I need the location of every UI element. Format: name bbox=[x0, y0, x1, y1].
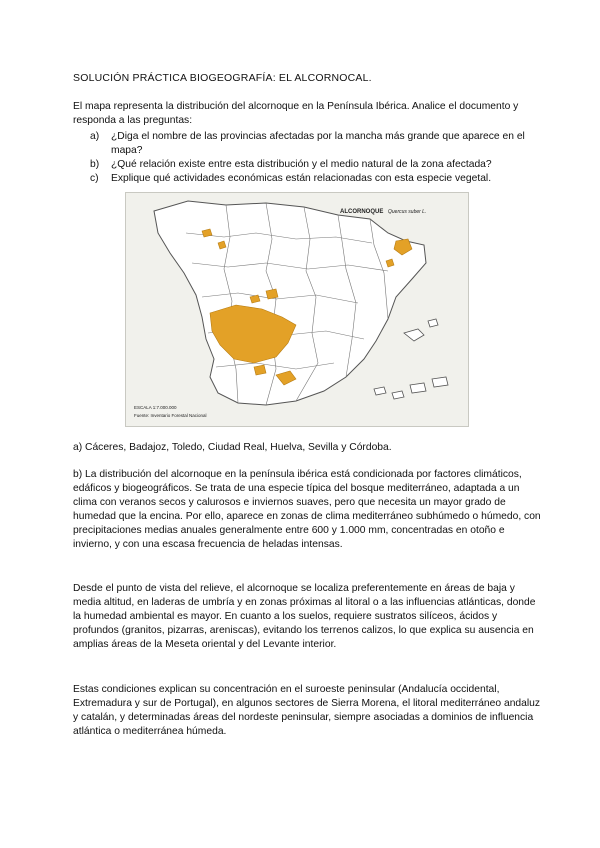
map-legend-title: ALCORNOQUE bbox=[340, 209, 384, 215]
map-source-text: Fuente: Inventario Forestal Nacional bbox=[134, 413, 207, 418]
map-scale-text: ESCALA 1:7.000.000 bbox=[134, 405, 177, 410]
map-legend-species: Quercus suber L. bbox=[388, 209, 427, 215]
question-label: b) bbox=[90, 159, 100, 170]
question-label: a) bbox=[90, 131, 100, 142]
question-list bbox=[73, 130, 541, 186]
distribution-map bbox=[125, 192, 469, 427]
question-text: ¿Qué relación existe entre esta distribución y el medio natural de la zona afectada? bbox=[111, 159, 492, 170]
answer-b: b) La distribución del alcornoque en la península ibérica está condicionada por factores climáticos, edáficos y biogeográficos. Se trata de una especie típica del bosque mediterráneo, adaptada a un clima con veranos secos y calurosos e inviernos suaves, pero que necesita un mayor grado de humedad que la encina. Por ello, aparece en zonas de clima mediterráneo subhúmedo o húmedo, con precipitaciones medias anuales generalmente entre 600 y 1.000 mm, concentradas en otoño e invierno, y con una escasa frecuencia de heladas intensas. bbox=[73, 469, 541, 550]
answer-a: a) Cáceres, Badajoz, Toledo, Ciudad Real, Huelva, Sevilla y Córdoba. bbox=[73, 442, 392, 453]
question-text: Explique qué actividades económicas están relacionadas con esta especie vegetal. bbox=[111, 173, 492, 184]
question-item bbox=[73, 172, 541, 186]
intro-paragraph: El mapa representa la distribución del alcornoque en la Península Ibérica. Analice el documento y responda a las preguntas: bbox=[73, 101, 519, 126]
question-item bbox=[73, 130, 541, 158]
document-title: SOLUCIÓN PRÁCTICA BIOGEOGRAFÍA: EL ALCORNOCAL. bbox=[73, 72, 372, 84]
answer-d: Estas condiciones explican su concentración en el suroeste peninsular (Andalucía occidental, Extremadura y sur de Portugal), en algunos sectores de Sierra Morena, el litoral mediterráneo andaluz y catalán, y determinadas áreas del nordeste peninsular, siempre asociadas a dominios de influencia atlántica o mediterránea húmeda. bbox=[73, 684, 541, 737]
canary-islands bbox=[374, 377, 448, 399]
question-label: c) bbox=[90, 173, 99, 184]
question-item bbox=[73, 158, 541, 172]
question-text: ¿Diga el nombre de las provincias afectadas por la mancha más grande que aparece en el mapa? bbox=[111, 131, 525, 156]
answer-c: Desde el punto de vista del relieve, el alcornoque se localiza preferentemente en áreas de baja y media altitud, en laderas de umbría y en zonas próximas al litoral o a las influencias atlánticas, donde la humedad ambiental es mayor. En cuanto a los suelos, requiere sustratos silíceos, ácidos y profundos (granitos, pizarras, areniscas), evitando los terrenos calizos, lo que explica su ausencia en amplias áreas de la Meseta oriental y del Levante interior. bbox=[73, 583, 536, 650]
map-svg bbox=[126, 193, 468, 426]
balearic-islands bbox=[404, 319, 438, 341]
